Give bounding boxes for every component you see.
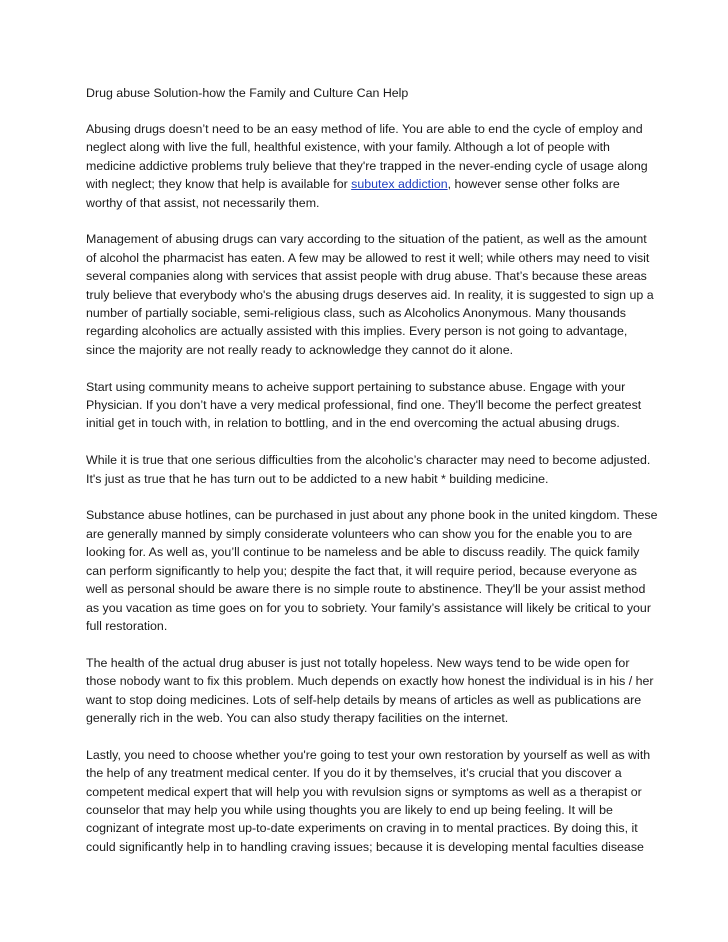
paragraph-lastly [86,746,658,856]
paragraph-community [86,378,658,433]
paragraph-intro-before-link: Abusing drugs doesn’t need to be an easy method of life. You are able to end the cycle of employ and neglect along with live the full, healthful existence, with your family. Although a lot of people with medicine addictive problems truly believe that they're trapped in the never-ending cycle of usage along with neglect; they know that help is available for [86,122,648,192]
paragraph-hotlines-text: Substance abuse hotlines, can be purchased in just about any phone book in the united kingdom. These are generally manned by simply considerate volunteers who can show you for the enable you to are looking for. As well as, you’ll continue to be nameless and be able to discuss readily. The quick family can perform significantly to help you; despite the fact that, it will require period, because everyone as well as personal should be aware there is no simple route to abstinence. They'll be your assist method as you vacation as time goes on for you to sobriety. Your family’s assistance will likely be critical to your full restoration. [86,508,658,633]
document-page [86,84,658,875]
subutex-addiction-link[interactable]: subutex addiction [351,177,448,192]
paragraph-character-text: While it is true that one serious difficulties from the alcoholic’s character may need to become adjusted. It's just as true that he has turn out to be addicted to a new habit * building medicine. [86,453,651,486]
paragraph-intro [86,120,658,212]
paragraph-intro-text [86,120,658,212]
paragraph-hotlines [86,506,658,635]
document-title: Drug abuse Solution-how the Family and Culture Can Help [86,86,409,100]
paragraph-intro-after-link: , however sense other folks are worthy of that assist, not necessarily them. [86,177,620,210]
paragraph-community-text: Start using community means to acheive support pertaining to substance abuse. Engage with your Physician. If you don’t have a very medical professional, find one. They'll become the perfect greatest initial get in touch with, in relation to bottling, and in the end overcoming the actual abusing drugs. [86,379,642,431]
paragraph-lastly-text: Lastly, you need to choose whether you're going to test your own restoration by yourself as well as with the help of any treatment medical center. If you do it by themselves, it’s crucial that you discover a competent medical expert that will help you with revulsion signs or symptoms as well as a therapist or counselor that may help you while using thoughts you are likely to end up being feeling. It will be cognizant of integrate most up-to-date experiments on craving in to mental practices. By doing this, it could significantly help in to handling craving issues; because it is developing mental faculties disease [86,747,651,854]
paragraph-management [86,230,658,359]
paragraph-health-text: The health of the actual drug abuser is just not totally hopeless. New ways tend to be wide open for those nobody want to fix this problem. Much depends on exactly how honest the individual is in his / her want to stop doing medicines. Lots of self-help details by means of articles as well as publications are generally rich in the web. You can also study therapy facilities on the internet. [86,655,654,725]
paragraph-character [86,451,658,488]
paragraph-health [86,654,658,728]
paragraph-management-text: Management of abusing drugs can vary according to the situation of the patient, as well as the amount of alcohol the pharmacist has eaten. A few may be allowed to rest it well; while others may need to visit several companies along with services that assist people with drug abuse. That’s because these areas truly believe that everybody who's the abusing drugs deserves aid. In reality, it is suggested to sign up a number of partially sociable, semi-religious class, such as Alcoholics Anonymous. Many thousands regarding alcoholics are actually assisted with this implies. Every person is not going to advantage, since the majority are not really ready to acknowledge they cannot do it alone. [86,232,654,357]
